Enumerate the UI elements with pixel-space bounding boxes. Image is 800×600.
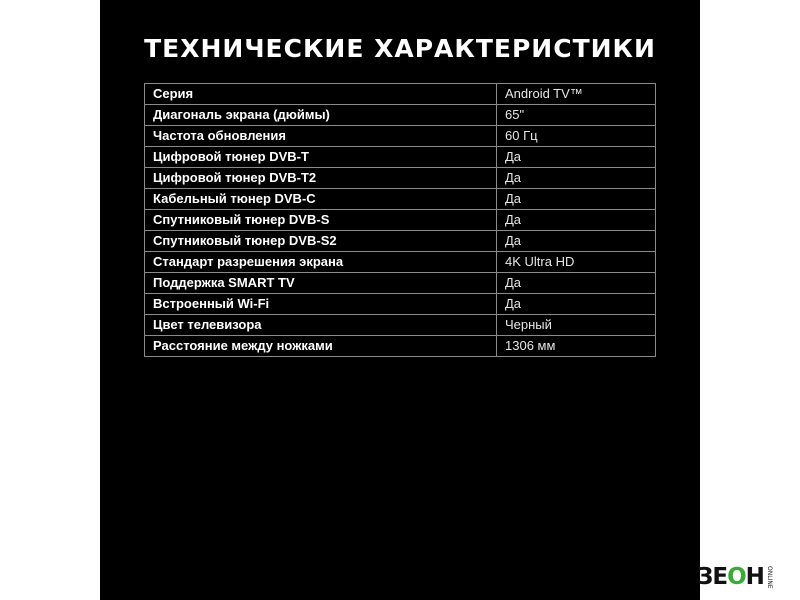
spec-label: Расстояние между ножками	[145, 336, 497, 357]
spec-label: Встроенный Wi-Fi	[145, 294, 497, 315]
spec-label: Цвет телевизора	[145, 315, 497, 336]
spec-value: 1306 мм	[497, 336, 656, 357]
spec-value: 65"	[497, 105, 656, 126]
spec-value: Да	[497, 147, 656, 168]
spec-value: Да	[497, 294, 656, 315]
spec-value: Android TV™	[497, 84, 656, 105]
specs-table	[144, 83, 656, 357]
logo-power-icon: О	[727, 564, 746, 590]
spec-value: 60 Гц	[497, 126, 656, 147]
table-row	[145, 294, 656, 315]
spec-label: Спутниковый тюнер DVB-S2	[145, 231, 497, 252]
table-row	[145, 315, 656, 336]
spec-value: Да	[497, 210, 656, 231]
spec-value: Да	[497, 189, 656, 210]
spec-value: Черный	[497, 315, 656, 336]
logo-wordmark	[697, 562, 764, 592]
spec-label: Поддержка SMART TV	[145, 273, 497, 294]
table-row	[145, 189, 656, 210]
logo-text-right: Н	[745, 564, 764, 590]
table-row	[145, 336, 656, 357]
table-row	[145, 252, 656, 273]
spec-value: Да	[497, 231, 656, 252]
spec-value: 4K Ultra HD	[497, 252, 656, 273]
table-row	[145, 147, 656, 168]
spec-label: Кабельный тюнер DVB-C	[145, 189, 497, 210]
table-row	[145, 210, 656, 231]
logo-text-left: ЗЕ	[697, 564, 728, 590]
page-title: ТЕХНИЧЕСКИЕ ХАРАКТЕРИСТИКИ	[144, 34, 656, 63]
table-row	[145, 273, 656, 294]
spec-label: Частота обновления	[145, 126, 497, 147]
spec-value: Да	[497, 168, 656, 189]
zeon-logo	[697, 562, 771, 592]
spec-label: Цифровой тюнер DVB-T2	[145, 168, 497, 189]
table-row	[145, 168, 656, 189]
table-row	[145, 105, 656, 126]
spec-sheet	[100, 0, 700, 600]
table-row	[145, 84, 656, 105]
spec-value: Да	[497, 273, 656, 294]
table-row	[145, 231, 656, 252]
spec-label: Цифровой тюнер DVB-T	[145, 147, 497, 168]
logo-subtext: ONLINE	[765, 565, 773, 589]
table-row	[145, 126, 656, 147]
spec-label: Стандарт разрешения экрана	[145, 252, 497, 273]
spec-label: Спутниковый тюнер DVB-S	[145, 210, 497, 231]
spec-label: Диагональ экрана (дюймы)	[145, 105, 497, 126]
spec-label: Серия	[145, 84, 497, 105]
